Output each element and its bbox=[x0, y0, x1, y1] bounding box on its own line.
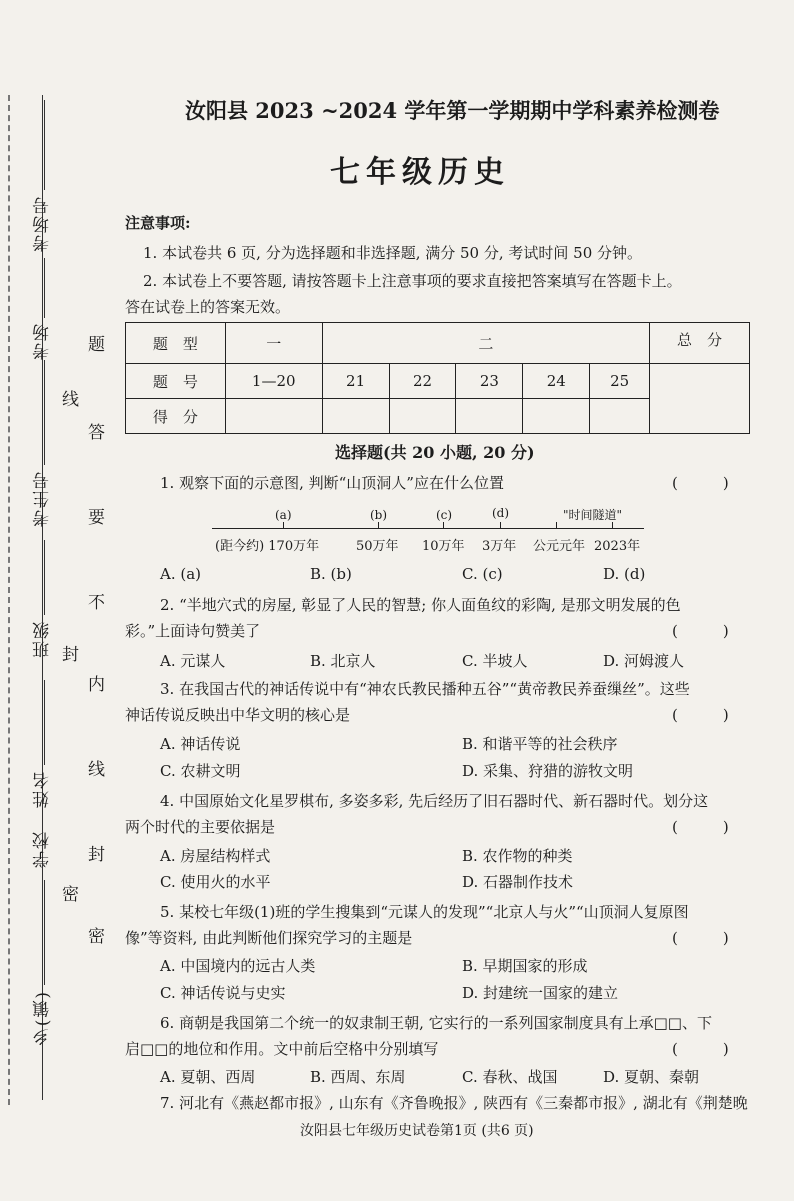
page-footer: 汝阳县七年级历史试卷第1页 (共6 页) bbox=[300, 1123, 534, 1139]
option: C. 半坡人 bbox=[462, 652, 528, 670]
timeline-tick bbox=[556, 522, 557, 529]
seal-line-char: 密 bbox=[62, 885, 79, 905]
notes-heading: 注意事项: bbox=[125, 214, 191, 232]
exam-room-blank bbox=[44, 258, 45, 318]
question-4-text: 两个时代的主要依据是 bbox=[125, 818, 276, 836]
question-2-text: 彩。”上面诗句赞美了 bbox=[125, 622, 261, 640]
score-cell: 一 bbox=[225, 323, 322, 364]
seal-char: 答 bbox=[88, 423, 105, 443]
question-4-text: 4. 中国原始文化星罗棋布, 多姿多彩, 先后经历了旧石器时代、新石器时代。划分这 bbox=[160, 792, 709, 810]
binding-dash-line bbox=[8, 95, 10, 1105]
timeline-value: 10万年 bbox=[422, 539, 465, 554]
timeline-label: "时间隧道" bbox=[563, 508, 623, 522]
score-table bbox=[125, 322, 750, 434]
score-cell: 23 bbox=[456, 364, 523, 399]
option: C. (c) bbox=[462, 565, 503, 583]
candidate-number-label: 考生号 bbox=[33, 470, 53, 527]
question-1-text: 1. 观察下面的示意图, 判断“山顶洞人”应在什么位置 bbox=[160, 474, 504, 492]
timeline-value: (距今约) 170万年 bbox=[215, 539, 320, 554]
timeline-label: (b) bbox=[370, 508, 388, 522]
exam-room-number-blank bbox=[44, 100, 45, 190]
timeline-label: (c) bbox=[436, 508, 453, 522]
score-cell: 22 bbox=[389, 364, 456, 399]
option: D. 河姆渡人 bbox=[603, 652, 685, 670]
timeline-tick bbox=[612, 522, 613, 529]
seal-char: 不 bbox=[88, 593, 105, 613]
question-3-text: 3. 在我国古代的神话传说中有“神农氏教民播种五谷”“黄帝教民养蚕缫丝”。这些 bbox=[160, 680, 690, 698]
seal-char: 线 bbox=[88, 760, 105, 780]
option: D. 封建统一国家的建立 bbox=[462, 984, 619, 1002]
timeline-value: 50万年 bbox=[356, 539, 399, 554]
score-cell: 总 分 bbox=[650, 323, 750, 364]
option: D. 石器制作技术 bbox=[462, 873, 574, 891]
question-2-text: 2. “半地穴式的房屋, 彰显了人民的智慧; 你人面鱼纹的彩陶, 是那文明发展的色 bbox=[160, 596, 681, 614]
option: B. 西周、东周 bbox=[310, 1068, 406, 1086]
timeline-tick bbox=[283, 522, 284, 529]
seal-line-char: 线 bbox=[62, 390, 79, 410]
score-input-cell[interactable] bbox=[225, 399, 322, 434]
score-cell: 24 bbox=[523, 364, 590, 399]
score-cell: 得 分 bbox=[126, 399, 226, 434]
option: D. (d) bbox=[603, 565, 646, 583]
subject-title: 七年级历史 bbox=[330, 155, 510, 190]
option: C. 神话传说与史实 bbox=[160, 984, 286, 1002]
answer-paren: ( ) bbox=[672, 622, 729, 640]
question-5-text: 像”等资料, 由此判断他们探究学习的主题是 bbox=[125, 929, 413, 947]
township-blank bbox=[44, 880, 45, 985]
seal-line-char: 封 bbox=[62, 645, 79, 665]
score-cell: 二 bbox=[322, 323, 649, 364]
total-score-cell[interactable] bbox=[650, 364, 750, 434]
school-label: 学校 bbox=[33, 830, 53, 868]
score-cell: 21 bbox=[322, 364, 389, 399]
option: B. 和谐平等的社会秩序 bbox=[462, 735, 618, 753]
answer-paren: ( ) bbox=[672, 1040, 729, 1058]
score-input-cell[interactable] bbox=[322, 399, 389, 434]
seal-char: 要 bbox=[88, 508, 105, 528]
score-input-cell[interactable] bbox=[456, 399, 523, 434]
option: B. 农作物的种类 bbox=[462, 847, 573, 865]
answer-paren: ( ) bbox=[672, 706, 729, 724]
answer-paren: ( ) bbox=[672, 474, 729, 492]
class-blank bbox=[44, 540, 45, 615]
timeline-axis bbox=[212, 528, 644, 529]
timeline-tick bbox=[500, 522, 501, 529]
answer-paren: ( ) bbox=[672, 929, 729, 947]
option: A. 元谋人 bbox=[160, 652, 226, 670]
option: C. 使用火的水平 bbox=[160, 873, 271, 891]
option: A. 神话传说 bbox=[160, 735, 241, 753]
option: C. 农耕文明 bbox=[160, 762, 241, 780]
option: A. (a) bbox=[160, 565, 202, 583]
score-input-cell[interactable] bbox=[389, 399, 456, 434]
timeline-value: 2023年 bbox=[594, 539, 641, 554]
option: B. (b) bbox=[310, 565, 352, 583]
class-label: 班级 bbox=[33, 620, 53, 658]
question-7-text: 7. 河北有《燕赵都市报》, 山东有《齐鲁晚报》, 陕西有《三秦都市报》, 湖北有《荆楚晚 bbox=[160, 1094, 748, 1112]
option: D. 夏朝、秦朝 bbox=[603, 1068, 700, 1086]
township-label: 乡(镇) bbox=[33, 990, 53, 1046]
timeline-label: (a) bbox=[275, 508, 292, 522]
option: C. 春秋、战国 bbox=[462, 1068, 558, 1086]
question-3-text: 神话传说反映出中华文明的核心是 bbox=[125, 706, 351, 724]
question-6-text: 6. 商朝是我国第二个统一的奴隶制王朝, 它实行的一系列国家制度具有上承□□、下 bbox=[160, 1014, 712, 1032]
score-input-cell[interactable] bbox=[590, 399, 650, 434]
seal-char: 封 bbox=[88, 845, 105, 865]
question-6-text: 启□□的地位和作用。文中前后空格中分别填写 bbox=[125, 1040, 439, 1058]
timeline-tick bbox=[443, 522, 444, 529]
option: B. 北京人 bbox=[310, 652, 376, 670]
timeline-tick bbox=[378, 522, 379, 529]
question-5-text: 5. 某校七年级(1)班的学生搜集到“元谋人的发现”“北京人与火”“山顶洞人复原图 bbox=[160, 903, 689, 921]
timeline-label: (d) bbox=[492, 506, 510, 520]
note-item: 2. 本试卷上不要答题, 请按答题卡上注意事项的要求直接把答案填写在答题卡上。 bbox=[143, 272, 682, 290]
option: A. 夏朝、西周 bbox=[160, 1068, 256, 1086]
score-cell: 题 型 bbox=[126, 323, 226, 364]
timeline-value: 公元元年 bbox=[533, 539, 586, 554]
score-cell: 25 bbox=[590, 364, 650, 399]
exam-room-label: 考场 bbox=[33, 322, 53, 360]
seal-char: 题 bbox=[88, 335, 105, 355]
option: D. 采集、狩猎的游牧文明 bbox=[462, 762, 634, 780]
seal-char: 密 bbox=[88, 927, 105, 947]
score-input-cell[interactable] bbox=[523, 399, 590, 434]
score-cell: 题 号 bbox=[126, 364, 226, 399]
option: A. 房屋结构样式 bbox=[160, 847, 271, 865]
score-cell: 1—20 bbox=[225, 364, 322, 399]
section-heading: 选择题(共 20 小题, 20 分) bbox=[335, 443, 535, 462]
answer-paren: ( ) bbox=[672, 818, 729, 836]
option: A. 中国境内的远古人类 bbox=[160, 957, 316, 975]
name-label: 姓名 bbox=[33, 770, 53, 808]
name-blank bbox=[44, 680, 45, 765]
exam-room-number-label: 考场号 bbox=[33, 195, 53, 252]
candidate-number-blank bbox=[44, 360, 45, 465]
seal-char: 内 bbox=[88, 675, 105, 695]
timeline-value: 3万年 bbox=[482, 539, 517, 554]
option: B. 早期国家的形成 bbox=[462, 957, 588, 975]
note-item: 答在试卷上的答案无效。 bbox=[125, 298, 291, 316]
note-item: 1. 本试卷共 6 页, 分为选择题和非选择题, 满分 50 分, 考试时间 50 分钟。 bbox=[143, 244, 643, 262]
exam-title: 汝阳县 2023 ~2024 学年第一学期期中学科素养检测卷 bbox=[185, 98, 720, 123]
